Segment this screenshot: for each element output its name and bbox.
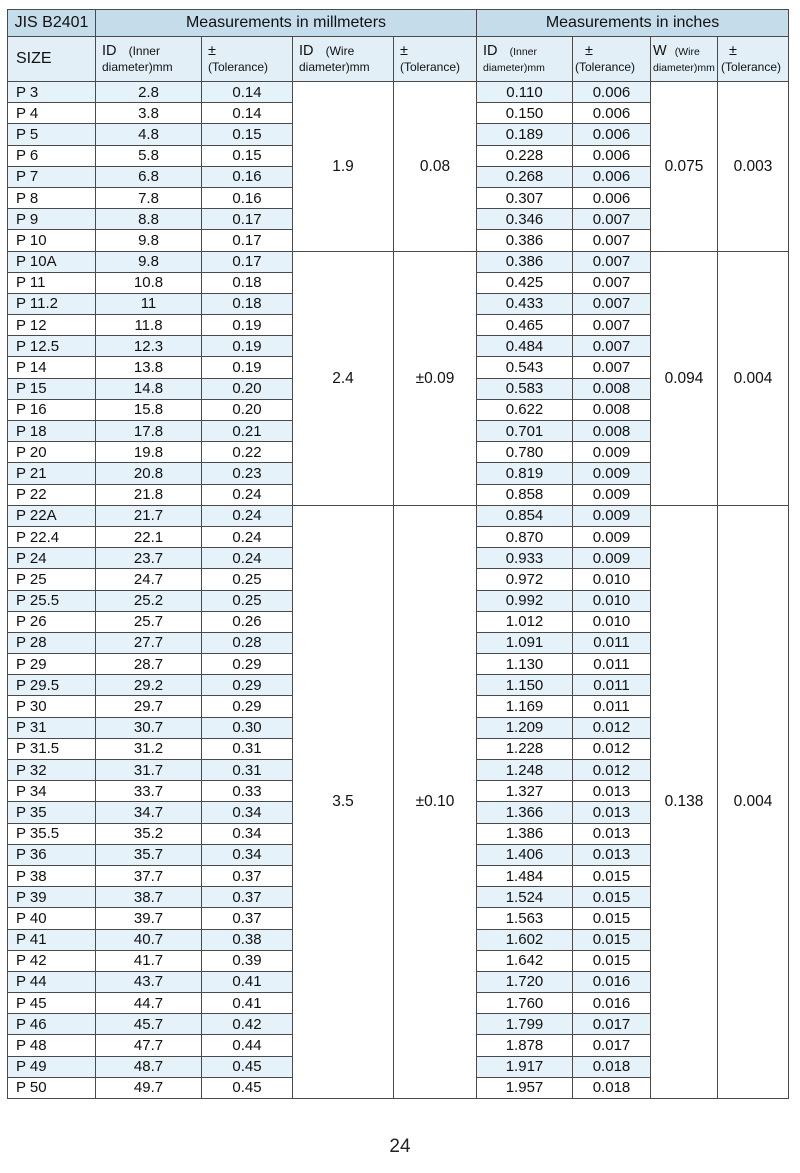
- tolerance-mm-cell: 0.38: [202, 929, 293, 950]
- tolerance-mm-cell: 0.24: [202, 484, 293, 505]
- id-mm-cell: 13.8: [96, 357, 202, 378]
- id-inch-cell: 0.307: [477, 187, 573, 208]
- tolerance-inch-cell: 0.007: [573, 272, 651, 293]
- tolerance-inch-cell: 0.016: [573, 971, 651, 992]
- tolerance-mm-cell: 0.34: [202, 823, 293, 844]
- id-inch-cell: 0.858: [477, 484, 573, 505]
- id-mm-cell: 14.8: [96, 378, 202, 399]
- id-inch-cell: 1.917: [477, 1056, 573, 1077]
- size-cell: P 29.5: [8, 675, 96, 696]
- tolerance-inch-cell: 0.007: [573, 315, 651, 336]
- tolerance-mm-cell: 0.17: [202, 251, 293, 272]
- size-cell: P 30: [8, 696, 96, 717]
- id-inch-cell: 1.327: [477, 781, 573, 802]
- tolerance-inch-cell: 0.012: [573, 760, 651, 781]
- id-mm-cell: 33.7: [96, 781, 202, 802]
- id-inch-cell: 1.169: [477, 696, 573, 717]
- id-inch-sub1: (Inner: [509, 45, 538, 58]
- tolerance-mm-cell: 0.21: [202, 421, 293, 442]
- id-mm-cell: 21.7: [96, 505, 202, 526]
- size-cell: P 49: [8, 1056, 96, 1077]
- id-inch-cell: 0.854: [477, 505, 573, 526]
- tolerance-inch-cell: 0.018: [573, 1077, 651, 1098]
- tolerance-mm-cell: 0.14: [202, 103, 293, 124]
- tolerance-mm-cell: 0.29: [202, 696, 293, 717]
- size-cell: P 16: [8, 399, 96, 420]
- id-mm-cell: 28.7: [96, 654, 202, 675]
- tolerance-inch-cell: 0.009: [573, 548, 651, 569]
- size-cell: P 10A: [8, 251, 96, 272]
- id-inch-cell: 0.150: [477, 103, 573, 124]
- id-inch-cell: 1.799: [477, 1014, 573, 1035]
- id-mm-main: ID: [102, 43, 117, 59]
- tolerance-mm-cell: 0.37: [202, 908, 293, 929]
- tolerance-inch-cell: 0.011: [573, 696, 651, 717]
- size-cell: P 7: [8, 166, 96, 187]
- tolerance-mm-cell: 0.20: [202, 378, 293, 399]
- wire-tolerance-inch-cell: 0.004: [718, 505, 789, 1098]
- tolerance-inch-cell: 0.007: [573, 230, 651, 251]
- id-mm-cell: 31.2: [96, 738, 202, 759]
- size-cell: P 34: [8, 781, 96, 802]
- tolerance-mm-cell: 0.25: [202, 590, 293, 611]
- id-inch-cell: 0.870: [477, 526, 573, 547]
- id-inch-cell: 1.957: [477, 1077, 573, 1098]
- tolerance-inch-cell: 0.018: [573, 1056, 651, 1077]
- table-row: [8, 251, 789, 272]
- id-inch-cell: 1.209: [477, 717, 573, 738]
- id-mm-sub2: diameter)mm: [102, 60, 173, 74]
- size-cell: P 4: [8, 103, 96, 124]
- tolerance-inch-cell: 0.010: [573, 590, 651, 611]
- tolerance-inch-cell: 0.006: [573, 145, 651, 166]
- id-mm-cell: 27.7: [96, 632, 202, 653]
- id-mm-cell: 37.7: [96, 865, 202, 886]
- id-inch-cell: 1.406: [477, 844, 573, 865]
- size-cell: P 26: [8, 611, 96, 632]
- id-mm-cell: 12.3: [96, 336, 202, 357]
- id-mm-cell: 15.8: [96, 399, 202, 420]
- table-body: [8, 82, 789, 1099]
- id-mm-sub1: (Inner: [128, 44, 160, 58]
- id-mm-cell: 21.8: [96, 484, 202, 505]
- wire-mm-cell: 3.5: [293, 505, 394, 1098]
- tolerance-inch-cell: 0.013: [573, 781, 651, 802]
- size-cell: P 35: [8, 802, 96, 823]
- wire-inch-column-header: [651, 37, 718, 82]
- id-mm-cell: 19.8: [96, 442, 202, 463]
- tolerance-mm-cell: 0.18: [202, 293, 293, 314]
- id-mm-cell: 8.8: [96, 209, 202, 230]
- id-inch-cell: 0.386: [477, 230, 573, 251]
- id-inch-cell: 1.248: [477, 760, 573, 781]
- tolerance-mm-cell: 0.19: [202, 357, 293, 378]
- wire-mm-sub2: diameter)mm: [299, 60, 370, 74]
- size-cell: P 9: [8, 209, 96, 230]
- wire-mm-column-header: [293, 37, 394, 82]
- id-inch-column-header: [477, 37, 573, 82]
- size-cell: P 25.5: [8, 590, 96, 611]
- tolerance-mm-cell: 0.42: [202, 1014, 293, 1035]
- wire-tolerance-inch-sign: ±: [729, 43, 737, 59]
- tolerance-mm-cell: 0.14: [202, 82, 293, 103]
- wire-inch-cell: 0.138: [651, 505, 718, 1098]
- tolerance-inch-cell: 0.011: [573, 654, 651, 675]
- id-mm-cell: 22.1: [96, 526, 202, 547]
- id-mm-cell: 41.7: [96, 950, 202, 971]
- id-mm-cell: 25.7: [96, 611, 202, 632]
- id-mm-cell: 5.8: [96, 145, 202, 166]
- size-cell: P 10: [8, 230, 96, 251]
- size-cell: P 14: [8, 357, 96, 378]
- tolerance-inch-cell: 0.008: [573, 421, 651, 442]
- id-inch-cell: 1.130: [477, 654, 573, 675]
- tolerance-inch-cell: 0.006: [573, 82, 651, 103]
- tolerance-inch-cell: 0.006: [573, 124, 651, 145]
- wire-inch-cell: 0.075: [651, 82, 718, 252]
- tolerance-mm-sign: ±: [208, 43, 216, 59]
- wire-tolerance-mm-sign: ±: [400, 43, 408, 59]
- tolerance-mm-cell: 0.45: [202, 1056, 293, 1077]
- size-cell: P 20: [8, 442, 96, 463]
- tolerance-mm-cell: 0.24: [202, 505, 293, 526]
- size-cell: P 22A: [8, 505, 96, 526]
- size-cell: P 18: [8, 421, 96, 442]
- id-inch-cell: 0.189: [477, 124, 573, 145]
- id-mm-cell: 29.7: [96, 696, 202, 717]
- id-mm-cell: 39.7: [96, 908, 202, 929]
- wire-tolerance-inch-cell: 0.003: [718, 82, 789, 252]
- id-mm-cell: 35.2: [96, 823, 202, 844]
- id-mm-cell: 31.7: [96, 760, 202, 781]
- id-mm-cell: 38.7: [96, 887, 202, 908]
- id-inch-cell: 1.878: [477, 1035, 573, 1056]
- id-mm-cell: 9.8: [96, 230, 202, 251]
- tolerance-inch-cell: 0.007: [573, 209, 651, 230]
- tolerance-mm-cell: 0.19: [202, 315, 293, 336]
- id-inch-cell: 1.150: [477, 675, 573, 696]
- size-cell: P 39: [8, 887, 96, 908]
- tolerance-mm-cell: 0.17: [202, 209, 293, 230]
- id-inch-cell: 0.543: [477, 357, 573, 378]
- id-inch-cell: 1.366: [477, 802, 573, 823]
- size-cell: P 24: [8, 548, 96, 569]
- tolerance-inch-cell: 0.009: [573, 463, 651, 484]
- tolerance-mm-cell: 0.20: [202, 399, 293, 420]
- size-cell: P 12: [8, 315, 96, 336]
- size-cell: P 5: [8, 124, 96, 145]
- tolerance-mm-label: (Tolerance): [208, 60, 269, 74]
- id-inch-cell: 0.780: [477, 442, 573, 463]
- size-cell: P 44: [8, 971, 96, 992]
- tolerance-inch-cell: 0.013: [573, 844, 651, 865]
- id-inch-cell: 1.091: [477, 632, 573, 653]
- size-cell: P 45: [8, 993, 96, 1014]
- size-cell: P 29: [8, 654, 96, 675]
- wire-tolerance-mm-cell: ±0.09: [394, 251, 477, 505]
- size-cell: P 12.5: [8, 336, 96, 357]
- tolerance-inch-cell: 0.007: [573, 251, 651, 272]
- mm-group-header: Measurements in millmeters: [96, 10, 477, 37]
- id-inch-cell: 0.622: [477, 399, 573, 420]
- tolerance-inch-cell: 0.011: [573, 675, 651, 696]
- id-mm-cell: 9.8: [96, 251, 202, 272]
- id-inch-cell: 0.701: [477, 421, 573, 442]
- id-inch-cell: 1.563: [477, 908, 573, 929]
- tolerance-mm-cell: 0.24: [202, 526, 293, 547]
- tolerance-mm-cell: 0.34: [202, 802, 293, 823]
- tolerance-mm-cell: 0.16: [202, 166, 293, 187]
- tolerance-inch-cell: 0.013: [573, 802, 651, 823]
- tolerance-inch-cell: 0.012: [573, 738, 651, 759]
- tolerance-inch-column-header: [573, 37, 651, 82]
- size-cell: P 40: [8, 908, 96, 929]
- id-mm-cell: 24.7: [96, 569, 202, 590]
- tolerance-inch-cell: 0.015: [573, 929, 651, 950]
- id-mm-cell: 47.7: [96, 1035, 202, 1056]
- tolerance-inch-cell: 0.015: [573, 865, 651, 886]
- tolerance-mm-cell: 0.37: [202, 865, 293, 886]
- wire-tolerance-mm-column-header: [394, 37, 477, 82]
- size-cell: P 22.4: [8, 526, 96, 547]
- id-mm-cell: 4.8: [96, 124, 202, 145]
- id-inch-cell: 0.972: [477, 569, 573, 590]
- id-mm-cell: 49.7: [96, 1077, 202, 1098]
- id-inch-cell: 0.110: [477, 82, 573, 103]
- tolerance-mm-cell: 0.24: [202, 548, 293, 569]
- id-mm-cell: 11.8: [96, 315, 202, 336]
- tolerance-mm-cell: 0.33: [202, 781, 293, 802]
- size-cell: P 38: [8, 865, 96, 886]
- table-row: [8, 82, 789, 103]
- id-inch-cell: 0.425: [477, 272, 573, 293]
- id-mm-cell: 45.7: [96, 1014, 202, 1035]
- id-inch-cell: 1.760: [477, 993, 573, 1014]
- size-cell: P 3: [8, 82, 96, 103]
- tolerance-mm-cell: 0.31: [202, 738, 293, 759]
- standard-header: JIS B2401: [8, 10, 96, 37]
- tolerance-mm-cell: 0.31: [202, 760, 293, 781]
- size-cell: P 41: [8, 929, 96, 950]
- tolerance-inch-cell: 0.010: [573, 569, 651, 590]
- id-mm-cell: 6.8: [96, 166, 202, 187]
- page-number: 24: [389, 1136, 411, 1157]
- wire-tolerance-inch-cell: 0.004: [718, 251, 789, 505]
- size-column-header: SIZE: [8, 37, 96, 82]
- tolerance-inch-label: (Tolerance): [575, 60, 636, 74]
- inch-group-header: Measurements in inches: [477, 10, 789, 37]
- tolerance-mm-cell: 0.30: [202, 717, 293, 738]
- tolerance-mm-cell: 0.37: [202, 887, 293, 908]
- tolerance-mm-cell: 0.15: [202, 145, 293, 166]
- size-cell: P 22: [8, 484, 96, 505]
- id-inch-main: ID: [483, 42, 498, 59]
- id-mm-cell: 29.2: [96, 675, 202, 696]
- wire-tolerance-mm-cell: 0.08: [394, 82, 477, 252]
- size-cell: P 28: [8, 632, 96, 653]
- id-mm-cell: 23.7: [96, 548, 202, 569]
- tolerance-mm-cell: 0.16: [202, 187, 293, 208]
- id-mm-cell: 34.7: [96, 802, 202, 823]
- id-mm-cell: 7.8: [96, 187, 202, 208]
- wire-mm-sub1: (Wire: [325, 44, 355, 58]
- id-inch-cell: 1.386: [477, 823, 573, 844]
- size-cell: P 21: [8, 463, 96, 484]
- id-inch-cell: 1.228: [477, 738, 573, 759]
- id-inch-cell: 1.720: [477, 971, 573, 992]
- tolerance-inch-cell: 0.008: [573, 399, 651, 420]
- wire-tolerance-inch-label: (Tolerance): [721, 60, 782, 74]
- tolerance-inch-sign: ±: [585, 43, 593, 59]
- id-inch-cell: 0.583: [477, 378, 573, 399]
- id-inch-cell: 0.484: [477, 336, 573, 357]
- tolerance-mm-cell: 0.34: [202, 844, 293, 865]
- wire-inch-sub2: diameter)mm: [653, 61, 715, 74]
- tolerance-inch-cell: 0.010: [573, 611, 651, 632]
- tolerance-inch-cell: 0.009: [573, 526, 651, 547]
- tolerance-mm-cell: 0.25: [202, 569, 293, 590]
- wire-tolerance-mm-cell: ±0.10: [394, 505, 477, 1098]
- id-inch-cell: 0.465: [477, 315, 573, 336]
- tolerance-mm-cell: 0.19: [202, 336, 293, 357]
- wire-tolerance-mm-label: (Tolerance): [400, 60, 461, 74]
- tolerance-mm-column-header: [202, 37, 293, 82]
- id-inch-cell: 0.433: [477, 293, 573, 314]
- wire-inch-cell: 0.094: [651, 251, 718, 505]
- tolerance-mm-cell: 0.22: [202, 442, 293, 463]
- tolerance-inch-cell: 0.008: [573, 378, 651, 399]
- tolerance-inch-cell: 0.009: [573, 505, 651, 526]
- id-inch-cell: 1.484: [477, 865, 573, 886]
- tolerance-mm-cell: 0.29: [202, 654, 293, 675]
- id-mm-cell: 3.8: [96, 103, 202, 124]
- tolerance-inch-cell: 0.007: [573, 357, 651, 378]
- id-mm-cell: 20.8: [96, 463, 202, 484]
- wire-mm-main: ID: [299, 43, 314, 59]
- id-mm-cell: 44.7: [96, 993, 202, 1014]
- size-cell: P 35.5: [8, 823, 96, 844]
- id-inch-cell: 0.992: [477, 590, 573, 611]
- id-mm-cell: 10.8: [96, 272, 202, 293]
- tolerance-inch-cell: 0.006: [573, 166, 651, 187]
- tolerance-mm-cell: 0.26: [202, 611, 293, 632]
- id-mm-column-header: [96, 37, 202, 82]
- wire-tolerance-inch-column-header: [718, 37, 789, 82]
- wire-mm-cell: 2.4: [293, 251, 394, 505]
- id-inch-cell: 0.819: [477, 463, 573, 484]
- id-inch-cell: 1.642: [477, 950, 573, 971]
- size-cell: P 31: [8, 717, 96, 738]
- tolerance-mm-cell: 0.28: [202, 632, 293, 653]
- tolerance-mm-cell: 0.15: [202, 124, 293, 145]
- size-cell: P 8: [8, 187, 96, 208]
- tolerance-inch-cell: 0.006: [573, 103, 651, 124]
- oring-size-table: [7, 9, 789, 1099]
- size-cell: P 25: [8, 569, 96, 590]
- tolerance-inch-cell: 0.015: [573, 908, 651, 929]
- size-cell: P 31.5: [8, 738, 96, 759]
- size-cell: P 48: [8, 1035, 96, 1056]
- id-inch-cell: 0.933: [477, 548, 573, 569]
- id-mm-cell: 25.2: [96, 590, 202, 611]
- tolerance-inch-cell: 0.007: [573, 293, 651, 314]
- id-mm-cell: 43.7: [96, 971, 202, 992]
- id-mm-cell: 30.7: [96, 717, 202, 738]
- size-cell: P 46: [8, 1014, 96, 1035]
- id-inch-cell: 0.346: [477, 209, 573, 230]
- tolerance-mm-cell: 0.17: [202, 230, 293, 251]
- tolerance-inch-cell: 0.009: [573, 442, 651, 463]
- size-cell: P 6: [8, 145, 96, 166]
- id-mm-cell: 35.7: [96, 844, 202, 865]
- tolerance-mm-cell: 0.41: [202, 993, 293, 1014]
- tolerance-mm-cell: 0.44: [202, 1035, 293, 1056]
- id-inch-cell: 1.012: [477, 611, 573, 632]
- tolerance-inch-cell: 0.006: [573, 187, 651, 208]
- tolerance-inch-cell: 0.017: [573, 1035, 651, 1056]
- id-inch-cell: 1.602: [477, 929, 573, 950]
- tolerance-inch-cell: 0.012: [573, 717, 651, 738]
- size-cell: P 42: [8, 950, 96, 971]
- id-inch-cell: 1.524: [477, 887, 573, 908]
- tolerance-mm-cell: 0.18: [202, 272, 293, 293]
- tolerance-mm-cell: 0.41: [202, 971, 293, 992]
- id-mm-cell: 17.8: [96, 421, 202, 442]
- tolerance-inch-cell: 0.013: [573, 823, 651, 844]
- tolerance-mm-cell: 0.39: [202, 950, 293, 971]
- tolerance-mm-cell: 0.45: [202, 1077, 293, 1098]
- tolerance-inch-cell: 0.007: [573, 336, 651, 357]
- tolerance-mm-cell: 0.23: [202, 463, 293, 484]
- id-inch-cell: 0.268: [477, 166, 573, 187]
- id-inch-cell: 0.228: [477, 145, 573, 166]
- table-row: [8, 505, 789, 526]
- id-inch-sub2: diameter)mm: [483, 61, 545, 74]
- wire-inch-sub1: (Wire: [674, 45, 700, 58]
- size-cell: P 36: [8, 844, 96, 865]
- tolerance-mm-cell: 0.29: [202, 675, 293, 696]
- wire-mm-cell: 1.9: [293, 82, 394, 252]
- id-mm-cell: 2.8: [96, 82, 202, 103]
- id-mm-cell: 11: [96, 293, 202, 314]
- tolerance-inch-cell: 0.009: [573, 484, 651, 505]
- tolerance-inch-cell: 0.015: [573, 887, 651, 908]
- id-mm-cell: 48.7: [96, 1056, 202, 1077]
- size-cell: P 50: [8, 1077, 96, 1098]
- wire-inch-main: W: [653, 42, 667, 59]
- size-cell: P 15: [8, 378, 96, 399]
- tolerance-inch-cell: 0.016: [573, 993, 651, 1014]
- size-cell: P 11: [8, 272, 96, 293]
- tolerance-inch-cell: 0.015: [573, 950, 651, 971]
- size-cell: P 32: [8, 760, 96, 781]
- tolerance-inch-cell: 0.017: [573, 1014, 651, 1035]
- id-inch-cell: 0.386: [477, 251, 573, 272]
- tolerance-inch-cell: 0.011: [573, 632, 651, 653]
- id-mm-cell: 40.7: [96, 929, 202, 950]
- size-cell: P 11.2: [8, 293, 96, 314]
